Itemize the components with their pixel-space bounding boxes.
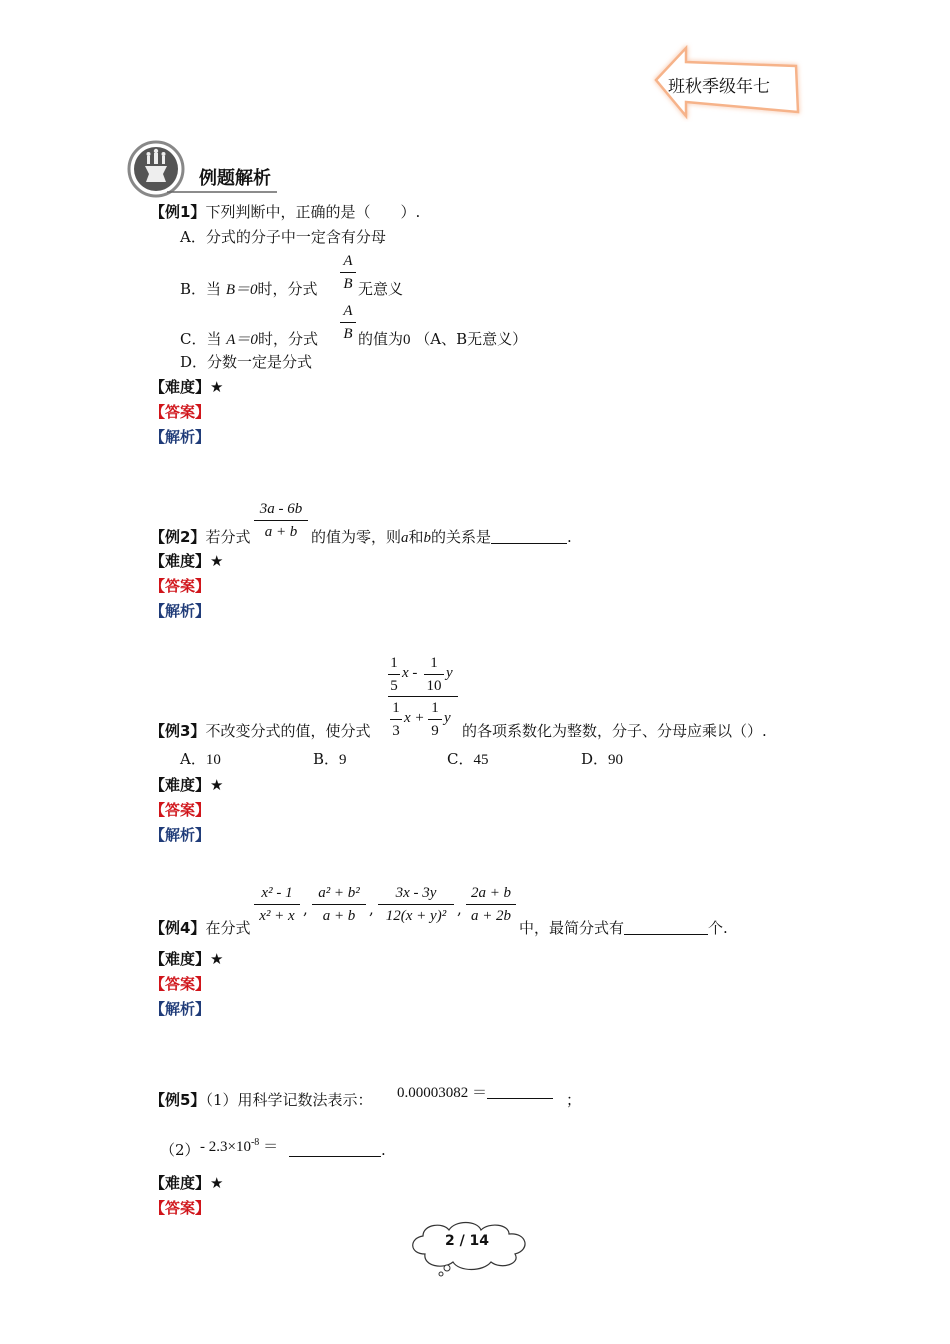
ex1-optb-mid: 时，分式 bbox=[257, 280, 318, 298]
ex3-main-bar bbox=[388, 696, 458, 697]
ex4-f3-num: 3x - 3y bbox=[395, 885, 437, 901]
ex3-top-frac2-num: 1 bbox=[430, 655, 438, 671]
ex2-and: 和 bbox=[408, 528, 424, 546]
ex4-f1-den: x² + x bbox=[259, 908, 295, 924]
ex4-difficulty: 【难度】★ bbox=[150, 950, 224, 968]
ex2-den: a + b bbox=[264, 524, 298, 540]
ex3-option-b-value: 9 bbox=[339, 752, 347, 768]
ex3-top-frac2-den: 10 bbox=[426, 678, 442, 694]
ex3-option-a-value: 10 bbox=[205, 752, 221, 768]
ex4-fraction-4 bbox=[466, 884, 516, 925]
ex3-label: 【例3】 bbox=[150, 722, 206, 740]
ex3-option-a bbox=[180, 749, 221, 770]
ex1-optb-pre: B．当 bbox=[180, 280, 222, 298]
ex1-optc-post1: 的值为 bbox=[358, 330, 404, 348]
ex3-pre: 不改变分式的值，使分式 bbox=[205, 722, 371, 740]
ex2-fraction bbox=[254, 500, 308, 541]
ex1-difficulty: 【难度】★ bbox=[150, 378, 224, 396]
ex1-option-a: A．分式的分子中一定含有分母 bbox=[180, 228, 386, 246]
ex3-option-b-letter: B． bbox=[313, 750, 340, 768]
ex4-answer-blank[interactable] bbox=[624, 918, 708, 935]
ex1-optc-den: B bbox=[343, 326, 353, 342]
ex3-top-y: y bbox=[446, 665, 453, 681]
ex3-option-c-value: 45 bbox=[473, 752, 489, 768]
ex5-part1-expr-line bbox=[397, 1082, 553, 1103]
header-badge-text: 班秋季级年七 bbox=[668, 77, 770, 97]
ex2-pre: 若分式 bbox=[205, 528, 251, 546]
ex1-stem-line bbox=[150, 202, 420, 222]
ex5-part2-blank[interactable] bbox=[289, 1140, 381, 1157]
ex2-mid: 的值为零，则 bbox=[311, 528, 402, 546]
ex1-optc-post bbox=[358, 329, 527, 350]
ex4-tail bbox=[519, 918, 728, 938]
ex1-optb-num: A bbox=[343, 253, 353, 269]
ex3-line bbox=[150, 721, 370, 741]
ex4-sep-2: , bbox=[369, 900, 374, 918]
ex1-optc-cond: A＝0 bbox=[226, 332, 258, 348]
page-number-cloud bbox=[403, 1218, 537, 1278]
ex2-label: 【例2】 bbox=[150, 528, 206, 546]
ex1-option-b bbox=[180, 279, 318, 300]
ex1-optb-cond: B＝0 bbox=[225, 282, 258, 298]
ex5-difficulty: 【难度】★ bbox=[150, 1174, 224, 1192]
ex5-part2-blank-line bbox=[289, 1140, 386, 1160]
ex5-part2-eq: ＝ bbox=[259, 1139, 279, 1155]
ex5-part2-exp: -8 bbox=[250, 1137, 260, 1148]
ex1-optc-num: A bbox=[343, 303, 353, 319]
ex2-post: 的关系是 bbox=[431, 528, 492, 546]
section-title: 例题解析 bbox=[199, 168, 271, 189]
ex4-f1-num: x² - 1 bbox=[261, 885, 293, 901]
ex3-top-x: x - bbox=[402, 665, 418, 681]
ex5-part1-expr: 0.00003082 ＝ bbox=[397, 1085, 488, 1101]
section-header bbox=[127, 140, 287, 200]
ex3-bot-frac2-num: 1 bbox=[431, 700, 439, 716]
ex1-optc-zero: 0 bbox=[403, 332, 411, 348]
ex4-line bbox=[150, 918, 250, 938]
ex3-post: 的各项系数化为整数，分子、分母应乘以（）. bbox=[462, 722, 767, 740]
ex1-optb-post: 无意义 bbox=[358, 280, 404, 298]
ex3-option-c-letter: C． bbox=[447, 750, 474, 768]
ex1-analysis: 【解析】 bbox=[150, 428, 211, 446]
ex5-part2-end: . bbox=[381, 1141, 386, 1159]
ex4-analysis: 【解析】 bbox=[150, 1000, 211, 1018]
ex2-var-b: b bbox=[423, 530, 432, 546]
ex5-part1 bbox=[150, 1090, 372, 1110]
ex3-difficulty: 【难度】★ bbox=[150, 776, 224, 794]
ex2-analysis: 【解析】 bbox=[150, 602, 211, 620]
ex5-part2-base: - 2.3×10 bbox=[200, 1139, 251, 1155]
ex1-optb-fraction bbox=[340, 252, 356, 293]
ex3-bot-frac1-num: 1 bbox=[392, 700, 400, 716]
ex1-optc-pre: C．当 bbox=[180, 330, 222, 348]
header-badge bbox=[650, 42, 805, 122]
ex1-optb-den: B bbox=[343, 276, 353, 292]
ex2-var-a: a bbox=[401, 530, 409, 546]
ex1-option-d: D．分数一定是分式 bbox=[180, 353, 313, 371]
ex3-compound-fraction bbox=[388, 654, 460, 740]
ex1-stem: 下列判断中，正确的是（ ）. bbox=[205, 203, 421, 221]
ex4-fraction-3 bbox=[378, 884, 454, 925]
ex4-f4-num: 2a + b bbox=[470, 885, 512, 901]
ex4-end: 个. bbox=[708, 919, 728, 937]
ex1-optc-post2: （A、B无意义） bbox=[415, 330, 528, 348]
ex4-fraction-2 bbox=[312, 884, 366, 925]
ex3-bot-frac2 bbox=[428, 699, 442, 740]
ex4-sep-1: , bbox=[303, 900, 308, 918]
ex5-part1-end: ； bbox=[566, 1091, 582, 1109]
ex3-bot-y: y bbox=[444, 710, 451, 726]
ex4-f2-den: a + b bbox=[322, 908, 356, 924]
ex3-top-frac1 bbox=[388, 654, 400, 695]
ex5-label: 【例5】 bbox=[150, 1091, 206, 1109]
ex3-analysis: 【解析】 bbox=[150, 826, 211, 844]
ex5-part2-expr-line bbox=[200, 1133, 278, 1157]
ex3-option-b bbox=[313, 749, 347, 770]
ex3-option-d bbox=[581, 749, 623, 770]
ex4-pre: 在分式 bbox=[205, 919, 251, 937]
ex1-label: 【例1】 bbox=[150, 203, 206, 221]
ex3-option-d-value: 90 bbox=[608, 752, 624, 768]
ex4-f2-num: a² + b² bbox=[318, 885, 360, 901]
ex5-part2-pre: （2） bbox=[160, 1141, 200, 1159]
ex4-sep-3: , bbox=[457, 900, 462, 918]
ex5-part1-blank[interactable] bbox=[487, 1082, 553, 1099]
ex1-optc-mid: 时，分式 bbox=[257, 330, 318, 348]
ex3-option-c bbox=[447, 749, 488, 770]
ex4-f4-den: a + 2b bbox=[470, 908, 512, 924]
ex3-bot-frac2-den: 9 bbox=[431, 723, 439, 739]
ex3-bot-frac1-den: 3 bbox=[392, 723, 400, 739]
ex3-option-a-letter: A． bbox=[180, 750, 206, 768]
ex4-label: 【例4】 bbox=[150, 919, 206, 937]
ex2-answer: 【答案】 bbox=[150, 577, 211, 595]
ex4-mid: 中，最简分式有 bbox=[519, 919, 625, 937]
ex3-bot-x: x + bbox=[404, 710, 425, 726]
ex4-fraction-1 bbox=[254, 884, 300, 925]
ex3-top-frac2 bbox=[424, 654, 444, 695]
ex2-num: 3a - 6b bbox=[259, 501, 303, 517]
ex5-answer: 【答案】 bbox=[150, 1199, 211, 1217]
ex2-line-tail bbox=[311, 527, 572, 548]
ex3-answer: 【答案】 bbox=[150, 801, 211, 819]
ex2-line bbox=[150, 527, 250, 547]
ex1-option-c bbox=[180, 329, 318, 350]
ex1-optc-fraction bbox=[340, 302, 356, 343]
ex3-option-d-letter: D． bbox=[581, 750, 609, 768]
ex4-f3-den: 12(x + y)² bbox=[385, 908, 447, 924]
ex5-part1-pre: （1）用科学记数法表示： bbox=[205, 1091, 373, 1109]
ex3-bot-frac1 bbox=[390, 699, 402, 740]
ex3-top-frac1-num: 1 bbox=[390, 655, 398, 671]
page-number: 2 / 14 bbox=[444, 1233, 490, 1249]
ex1-answer: 【答案】 bbox=[150, 403, 211, 421]
ex4-answer: 【答案】 bbox=[150, 975, 211, 993]
ex2-end: . bbox=[567, 528, 572, 546]
ex2-difficulty: 【难度】★ bbox=[150, 552, 224, 570]
ex2-answer-blank[interactable] bbox=[491, 527, 567, 544]
ex3-top-frac1-den: 5 bbox=[390, 678, 398, 694]
